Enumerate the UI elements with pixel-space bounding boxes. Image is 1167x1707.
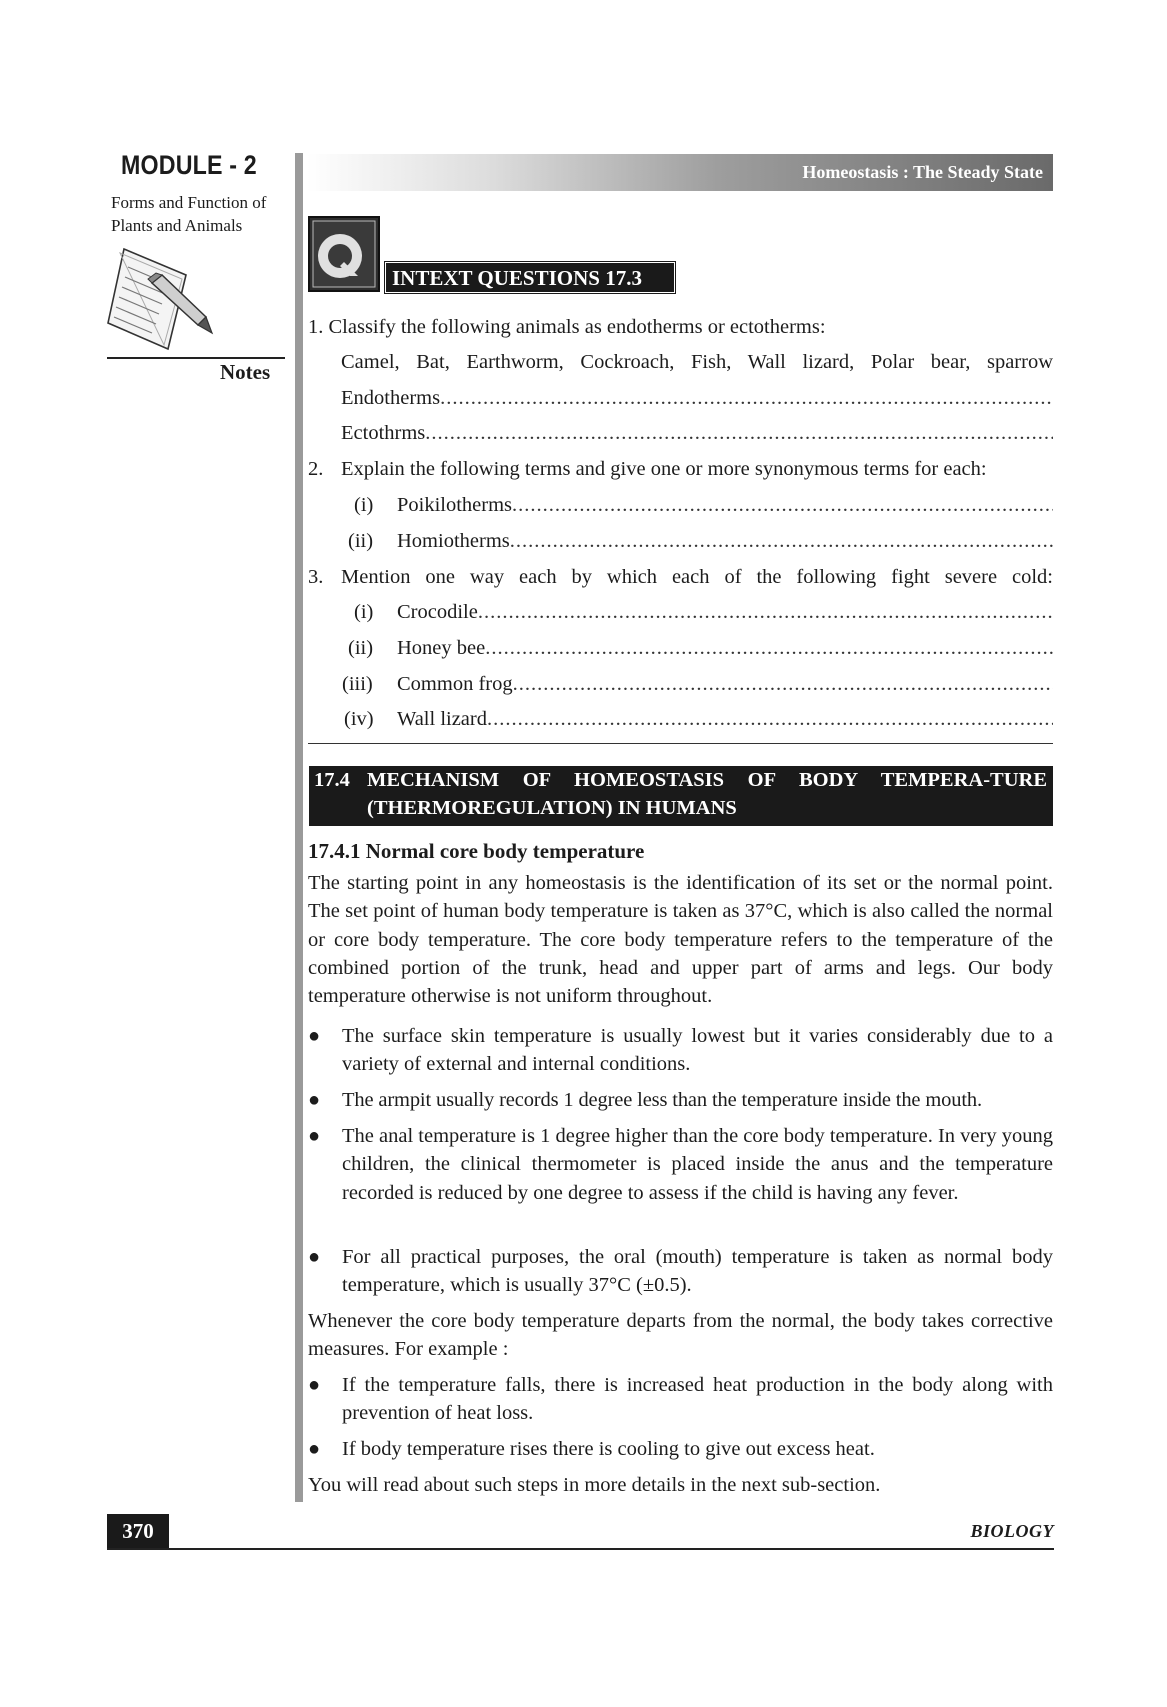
- paragraph: Whenever the core body temperature departs from the normal, the body takes corrective measures. For example :: [308, 1310, 1053, 1361]
- question-2-text: Explain the following terms and give one or more synonymous terms for each:: [341, 458, 987, 480]
- answer-dots: [478, 599, 1053, 625]
- answer-dots: [487, 706, 1053, 732]
- question-1: [308, 314, 826, 340]
- module-subtitle: [111, 191, 291, 237]
- notes-label: Notes: [220, 360, 271, 384]
- blank-label: Ectothrms: [341, 422, 426, 444]
- answer-blank-crocodile[interactable]: [397, 599, 1053, 625]
- blank-label: Honey bee: [397, 637, 486, 659]
- answer-dots: [513, 671, 1053, 697]
- section-number: 17.4: [314, 769, 350, 791]
- q2-item-number: (i): [354, 494, 374, 516]
- list-item-text: If the temperature falls, there is increased heat production in the body along with prevention of heat loss.: [342, 1374, 1053, 1425]
- page-number: 370: [107, 1514, 169, 1548]
- blank-label: Poikilotherms: [397, 494, 513, 516]
- bullet-icon: ●: [308, 1125, 321, 1147]
- notes-pencil-icon: [106, 245, 216, 362]
- paragraph: You will read about such steps in more details in the next sub-section.: [308, 1474, 881, 1496]
- blank-label: Wall lizard: [397, 708, 487, 730]
- bullet-icon: ●: [308, 1025, 321, 1047]
- section-divider: [308, 743, 1053, 744]
- blank-label: Homiotherms: [397, 530, 510, 552]
- q3-item-number: (iv): [344, 708, 374, 730]
- answer-blank-poikilotherms[interactable]: [397, 492, 1053, 518]
- bullet-icon: ●: [308, 1089, 321, 1111]
- q2-item-number: (ii): [348, 530, 374, 552]
- q3-item-number: (i): [354, 601, 374, 623]
- answer-dots: [512, 492, 1053, 518]
- footer-subject: BIOLOGY: [970, 1521, 1054, 1541]
- answer-blank-endotherms[interactable]: [341, 385, 1053, 411]
- module-title: MODULE - 2: [121, 150, 257, 180]
- module-subtitle-line2: Plants and Animals: [111, 216, 243, 235]
- bullet-icon: ●: [308, 1374, 321, 1396]
- bullet-icon: ●: [308, 1438, 321, 1460]
- margin-rule: [295, 153, 303, 1502]
- answer-blank-common-frog[interactable]: [397, 671, 1053, 697]
- footer-rule: [107, 1548, 1054, 1550]
- section-title-line2: (THERMOREGULATION) IN HUMANS: [367, 797, 737, 819]
- blank-label: Common frog: [397, 673, 513, 695]
- q3-item-number: (ii): [348, 637, 374, 659]
- section-banner: [309, 766, 1053, 826]
- question-1-number: 1.: [308, 316, 324, 338]
- answer-dots: [425, 420, 1053, 446]
- question-1-text: Classify the following animals as endotherms or ectotherms:: [328, 316, 826, 338]
- chapter-header-title: Homeostasis : The Steady State: [802, 162, 1043, 182]
- list-item-text: The armpit usually records 1 degree less than the temperature inside the mouth.: [342, 1089, 982, 1111]
- question-2-number: 2.: [308, 458, 324, 480]
- answer-dots: [485, 635, 1053, 661]
- list-item-text: The anal temperature is 1 degree higher than the core body temperature. In very young children, the clinical thermometer is placed inside the anus and the temperature recorded is reduced by one degree to assess if the child is having any fever.: [342, 1125, 1053, 1204]
- intext-questions-banner: INTEXT QUESTIONS 17.3: [385, 262, 675, 293]
- answer-dots: [510, 528, 1053, 554]
- list-item-text: The surface skin temperature is usually lowest but it varies considerably due to a variety of external and internal conditions.: [342, 1025, 1053, 1076]
- question-3-number: 3.: [308, 566, 324, 588]
- answer-dots: [440, 385, 1053, 411]
- blank-label: Crocodile: [397, 601, 478, 623]
- list-item-text: If body temperature rises there is cooling to give out excess heat.: [342, 1438, 875, 1460]
- answer-blank-homiotherms[interactable]: [397, 528, 1053, 554]
- section-title-line1: MECHANISM OF HOMEOSTASIS OF BODY TEMPERA-TURE: [367, 769, 1047, 791]
- notes-rule: [107, 357, 285, 359]
- animal-list: Camel, Bat, Earthworm, Cockroach, Fish, Wall lizard, Polar bear, sparrow: [341, 351, 1053, 373]
- q3-item-number: (iii): [342, 673, 373, 695]
- list-item-text: For all practical purposes, the oral (mouth) temperature is taken as normal body temperature, which is usually 37°C (±0.5).: [342, 1246, 1053, 1297]
- question-icon: [308, 216, 380, 292]
- chapter-header-band: [307, 154, 1053, 191]
- module-subtitle-line1: Forms and Function of: [111, 193, 267, 212]
- blank-label: Endotherms: [341, 387, 441, 409]
- question-3-text: Mention one way each by which each of the following fight severe cold:: [341, 566, 1053, 588]
- answer-blank-honey-bee[interactable]: [397, 635, 1053, 661]
- paragraph: The starting point in any homeostasis is the identification of its set or the normal point. The set point of human body temperature is taken as 37°C, which is also called the normal or core body temperature. The core body temperature refers to the temperature of the combined portion of the trunk, head and upper part of arms and legs. Our body temperature otherwise is not uniform throughout.: [308, 872, 1053, 1008]
- answer-blank-ectotherms[interactable]: [341, 420, 1053, 446]
- subsection-heading: 17.4.1 Normal core body temperature: [308, 839, 645, 863]
- answer-blank-wall-lizard[interactable]: [397, 706, 1053, 732]
- bullet-icon: ●: [308, 1246, 321, 1268]
